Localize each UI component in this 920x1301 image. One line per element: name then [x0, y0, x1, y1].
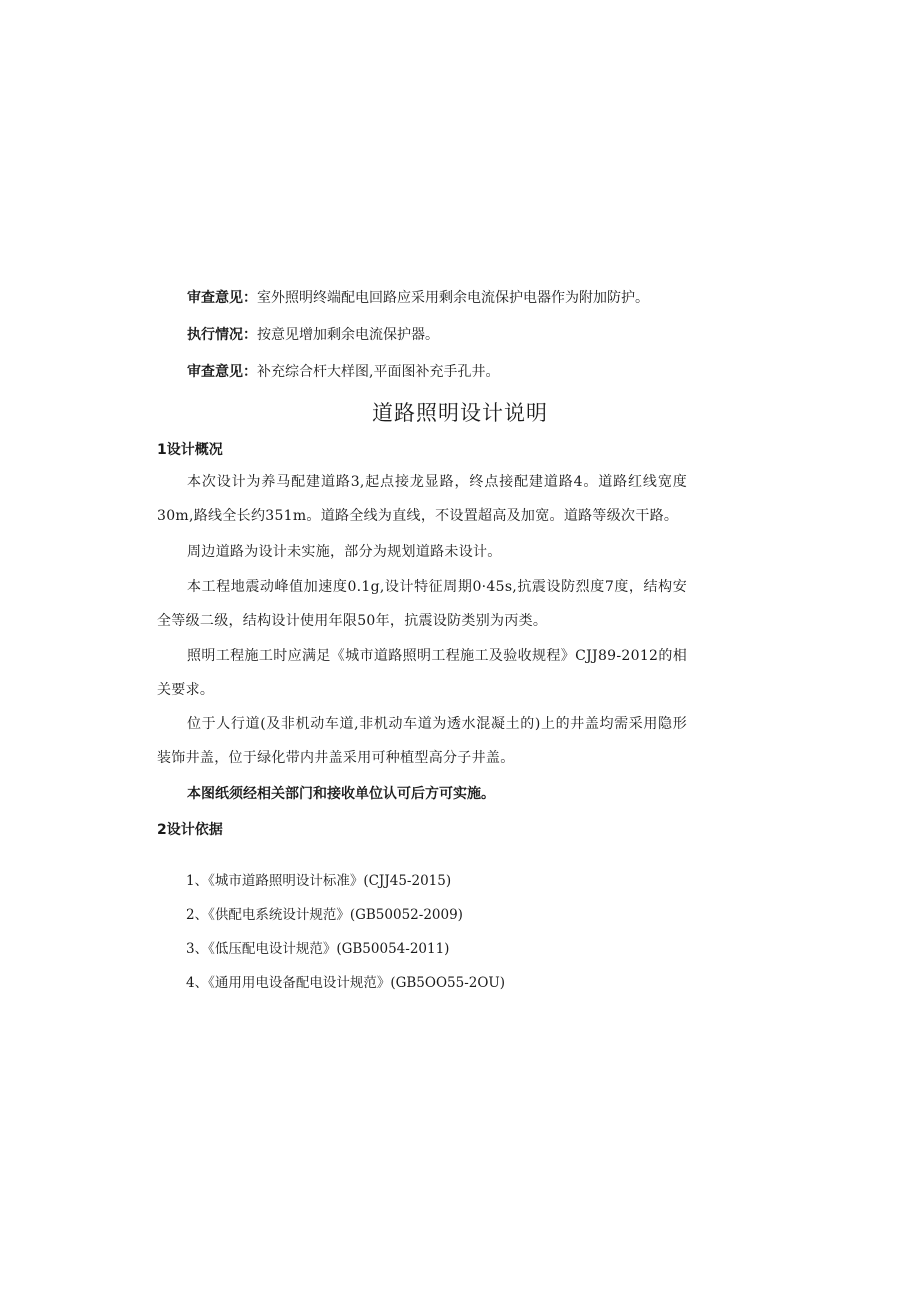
paragraph-construction-standard: 照明工程施工时应满足《城市道路照明工程施工及验收规程》CJJ89-2012的相关要求。 — [157, 648, 687, 698]
review-comment-1 — [187, 288, 649, 308]
execution-label: 执行情况： — [187, 327, 257, 343]
review-label: 审查意见： — [187, 364, 257, 380]
approval-notice: 本图纸须经相关部门和接收单位认可后方可实施。 — [187, 786, 495, 802]
review-label: 审查意见： — [187, 290, 257, 306]
section-2-heading: 2设计依据 — [157, 822, 223, 838]
execution-text: 按意见增加剩余电流保护器。 — [257, 327, 439, 343]
review-text: 补充综合杆大样图,平面图补充手孔井。 — [257, 364, 500, 380]
paragraph-seismic: 本工程地震动峰值加速度0.1g,设计特征周期0·45s,抗震设防烈度7度，结构安全等级二级，结构设计使用年限50年，抗震设防类别为丙类。 — [157, 579, 687, 629]
execution-status — [187, 325, 439, 345]
review-comment-2 — [187, 362, 499, 382]
list-item: 2、《供配电系统设计规范》(GB50052-2009) — [186, 907, 463, 923]
list-item: 3、《低压配电设计规范》(GB50054-2011) — [186, 941, 450, 957]
review-text: 室外照明终端配电回路应采用剩余电流保护电器作为附加防护。 — [257, 290, 649, 306]
list-item: 4、《通用用电设备配电设计规范》(GB5OO55-2OU) — [186, 975, 506, 991]
section-1-heading: 1设计概况 — [157, 442, 223, 458]
paragraph-road-overview: 本次设计为养马配建道路3,起点接龙显路，终点接配建道路4。道路红线宽度30m,路线全长约351m。道路全线为直线，不设置超高及加宽。道路等级次干路。 — [157, 474, 687, 524]
document-title: 道路照明设计说明 — [372, 401, 548, 425]
list-item: 1、《城市道路照明设计标准》(CJJ45-2015) — [186, 873, 452, 889]
paragraph-surrounding-roads: 周边道路为设计未实施，部分为规划道路未设计。 — [187, 544, 502, 560]
paragraph-manhole-covers: 位于人行道(及非机动车道,非机动车道为透水混凝土的)上的井盖均需采用隐形装饰井盖，位于绿化带内井盖采用可种植型高分子井盖。 — [157, 716, 687, 766]
